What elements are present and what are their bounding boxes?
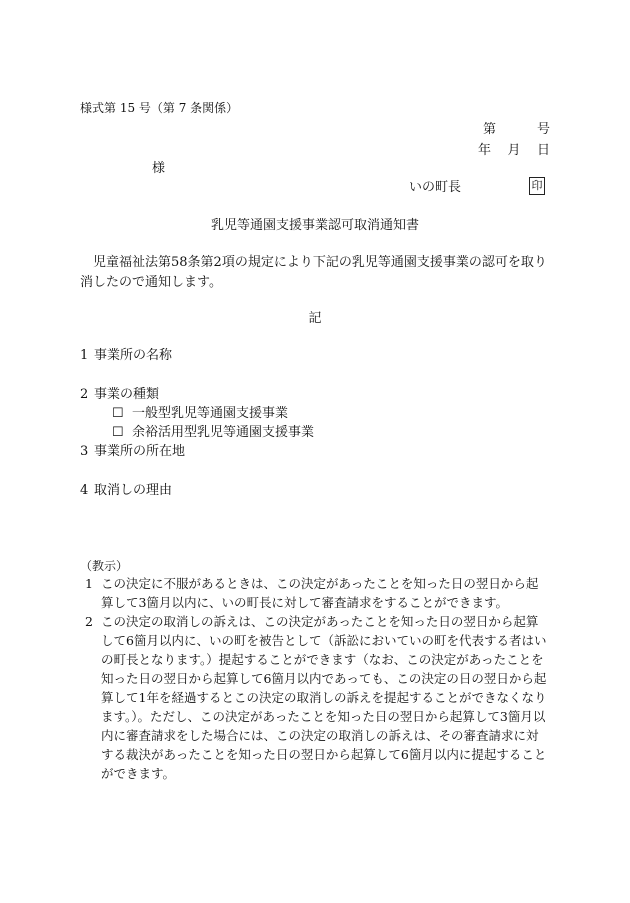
date-block bbox=[478, 121, 550, 163]
issuer-name: いの町長 bbox=[409, 180, 462, 195]
month-label: 月 bbox=[507, 143, 521, 158]
item-number: 1 bbox=[80, 348, 89, 363]
form-number: 様式第 15 号（第 7 条関係） bbox=[80, 101, 239, 115]
item-number: 4 bbox=[80, 483, 89, 498]
item-facility-name bbox=[80, 347, 172, 365]
addressee-suffix: 様 bbox=[152, 161, 166, 176]
notice-text: この決定の取消しの訴えは、この決定があったことを知った日の翌日から起算して6箇月以内に、いの町を被告として（訴訟においていの町を代表する者はいの町長となります。）提起することができます（なお、この決定があったことを知った日の翌日から起算して6箇月以内であっても、この決定の日の翌日から起算して1年を経過するとこの決定の取消しの訴えを提起することができなくなります。）。ただし、この決定があったことを知った日の翌日から起算して3箇月以内に審査請求をした場合には、この決定の取消しの訴えは、その審査請求に対する裁決があったことを知った日の翌日から起算して6箇月以内に提起することができます。 bbox=[101, 614, 547, 781]
checkbox-icon: ☐ bbox=[112, 406, 124, 421]
notice-item bbox=[85, 574, 550, 612]
day-label: 日 bbox=[536, 143, 550, 158]
ki-heading: 記 bbox=[308, 311, 322, 326]
item-facility-location bbox=[80, 443, 185, 461]
option-general-type bbox=[112, 405, 288, 423]
item-label: 取消しの理由 bbox=[94, 483, 173, 498]
dai-label: 第 bbox=[483, 122, 497, 137]
option-label: 余裕活用型乳児等通園支援事業 bbox=[132, 425, 315, 440]
item-business-type bbox=[80, 386, 159, 404]
document-number-row bbox=[478, 121, 550, 142]
document-title: 乳児等通園支援事業認可取消通知書 bbox=[210, 218, 419, 233]
date-row bbox=[478, 142, 550, 163]
item-label: 事業所の名称 bbox=[94, 348, 173, 363]
go-label: 号 bbox=[536, 122, 550, 137]
checkbox-icon: ☐ bbox=[112, 425, 124, 440]
item-number: 2 bbox=[80, 387, 89, 402]
notice-text: この決定に不服があるときは、この決定があったことを知った日の翌日から起算して3箇月以内に、いの町長に対して審査請求をすることができます。 bbox=[101, 576, 539, 610]
seal-mark: 印 bbox=[529, 177, 545, 195]
notice-number: 2 bbox=[85, 614, 93, 629]
option-label: 一般型乳児等通園支援事業 bbox=[132, 406, 289, 421]
item-number: 3 bbox=[80, 444, 89, 459]
option-spare-capacity-type bbox=[112, 424, 314, 442]
item-revocation-reason bbox=[80, 482, 172, 500]
year-label: 年 bbox=[478, 143, 492, 158]
body-paragraph: 児童福祉法第58条第2項の規定により下記の乳児等通園支援事業の認可を取り消したので通知します。 bbox=[80, 255, 547, 290]
item-label: 事業所の所在地 bbox=[94, 444, 186, 459]
notice-heading: （教示） bbox=[80, 559, 129, 573]
item-label: 事業の種類 bbox=[94, 387, 160, 402]
notice-number: 1 bbox=[85, 576, 93, 591]
notice-item bbox=[85, 612, 550, 783]
